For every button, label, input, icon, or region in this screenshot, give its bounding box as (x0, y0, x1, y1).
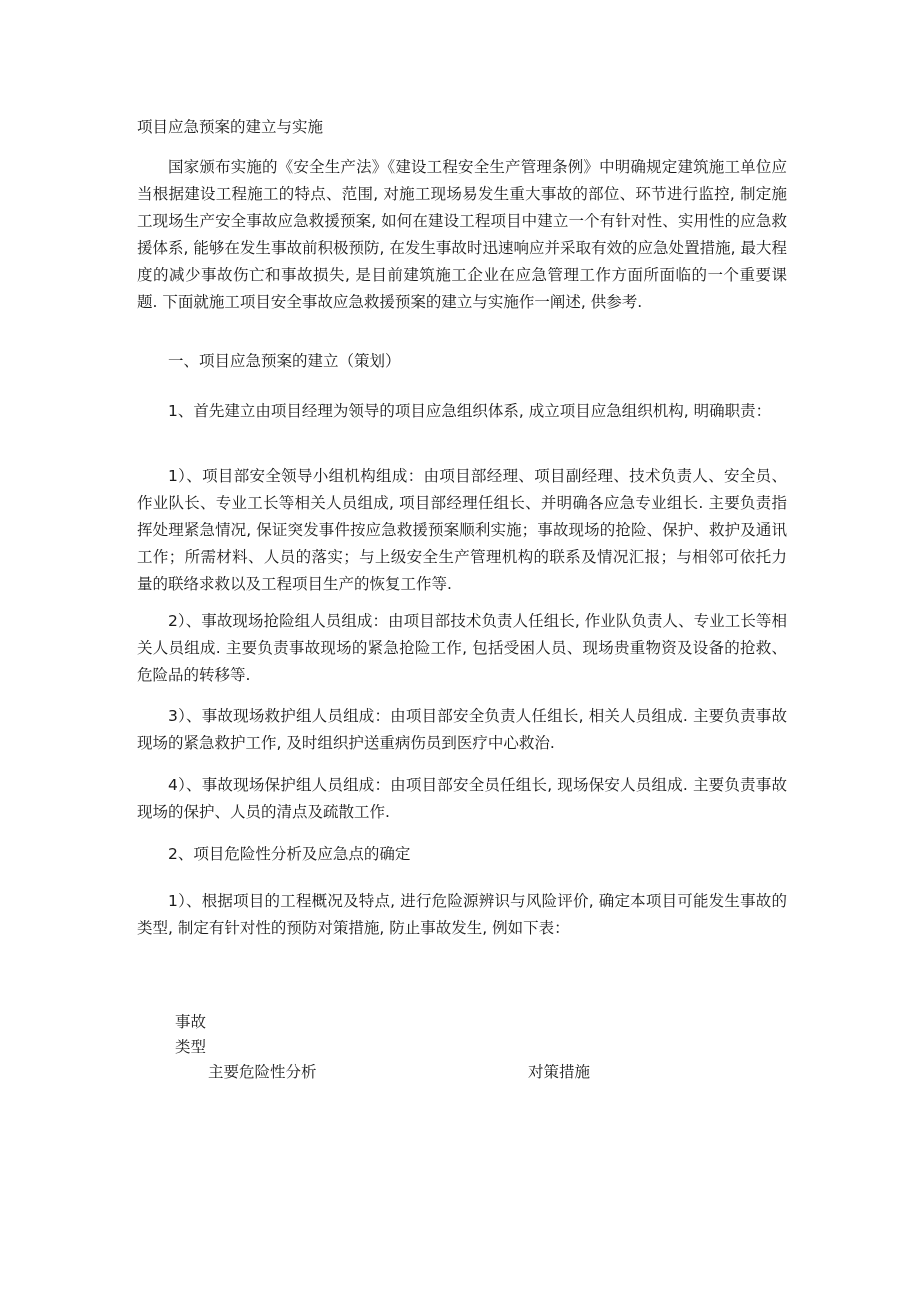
item-2: 2、项目危险性分析及应急点的确定 (168, 845, 411, 863)
item-1-1: 1）、项目部安全领导小组机构组成：由项目部经理、项目副经理、技术负责人、安全员、作业队长、专业工长等相关人员组成, 项目部经理任组长、并明确各应急专业组长. 主要负责指挥处理紧急情况, 保证突发事件按应急救援预案顺利实施；事故现场的抢险、保护、救护及通讯工作；所需材料、人员的落实；与上级安全生产管理机构的联系及情况汇报；与相邻可依托力量的联络求救以及工程项目生产的恢复工作等. (137, 467, 787, 593)
document-title: 项目应急预案的建立与实施 (137, 118, 324, 136)
item-1-2: 2）、事故现场抢险组人员组成：由项目部技术负责人任组长, 作业队负责人、专业工长等相关人员组成. 主要负责事故现场的紧急抢险工作, 包括受困人员、现场贵重物资及设备的抢救、危险品的转移等. (137, 612, 787, 684)
table-header-hazard-analysis: 主要危险性分析 (208, 1063, 317, 1081)
intro-paragraph: 国家颁布实施的《安全生产法》《建设工程安全生产管理条例》中明确规定建筑施工单位应当根据建设工程施工的特点、范围, 对施工现场易发生重大事故的部位、环节进行监控, 制定施工现场生产安全事故应急救援预案, 如何在建设工程项目中建立一个有针对性、实用性的应急救援体系, 能够在发生事故前积极预防, 在发生事故时迅速响应并采取有效的应急处置措施, 最大程度的减少事故伤亡和事故损失, 是目前建筑施工企业在应急管理工作方面所面临的一个重要课题. 下面就施工项目安全事故应急救援预案的建立与实施作一阐述, 供参考. (137, 158, 787, 311)
item-2-1: 1）、根据项目的工程概况及特点, 进行危险源辨识与风险评价, 确定本项目可能发生事故的类型, 制定有针对性的预防对策措施, 防止事故发生, 例如下表： (137, 892, 787, 937)
item-1-4: 4）、事故现场保护组人员组成：由项目部安全员任组长, 现场保安人员组成. 主要负责事故现场的保护、人员的清点及疏散工作. (137, 776, 787, 821)
table-header-accident-type: 事故类型 (175, 1013, 207, 1056)
item-1: 1、首先建立由项目经理为领导的项目应急组织体系, 成立项目应急组织机构, 明确职责： (168, 402, 772, 420)
section-heading-1: 一、项目应急预案的建立（策划） (168, 352, 401, 370)
table-header-countermeasures: 对策措施 (528, 1063, 591, 1081)
item-1-3: 3）、事故现场救护组人员组成：由项目部安全负责人任组长, 相关人员组成. 主要负责事故现场的紧急救护工作, 及时组织护送重病伤员到医疗中心救治. (137, 707, 787, 752)
